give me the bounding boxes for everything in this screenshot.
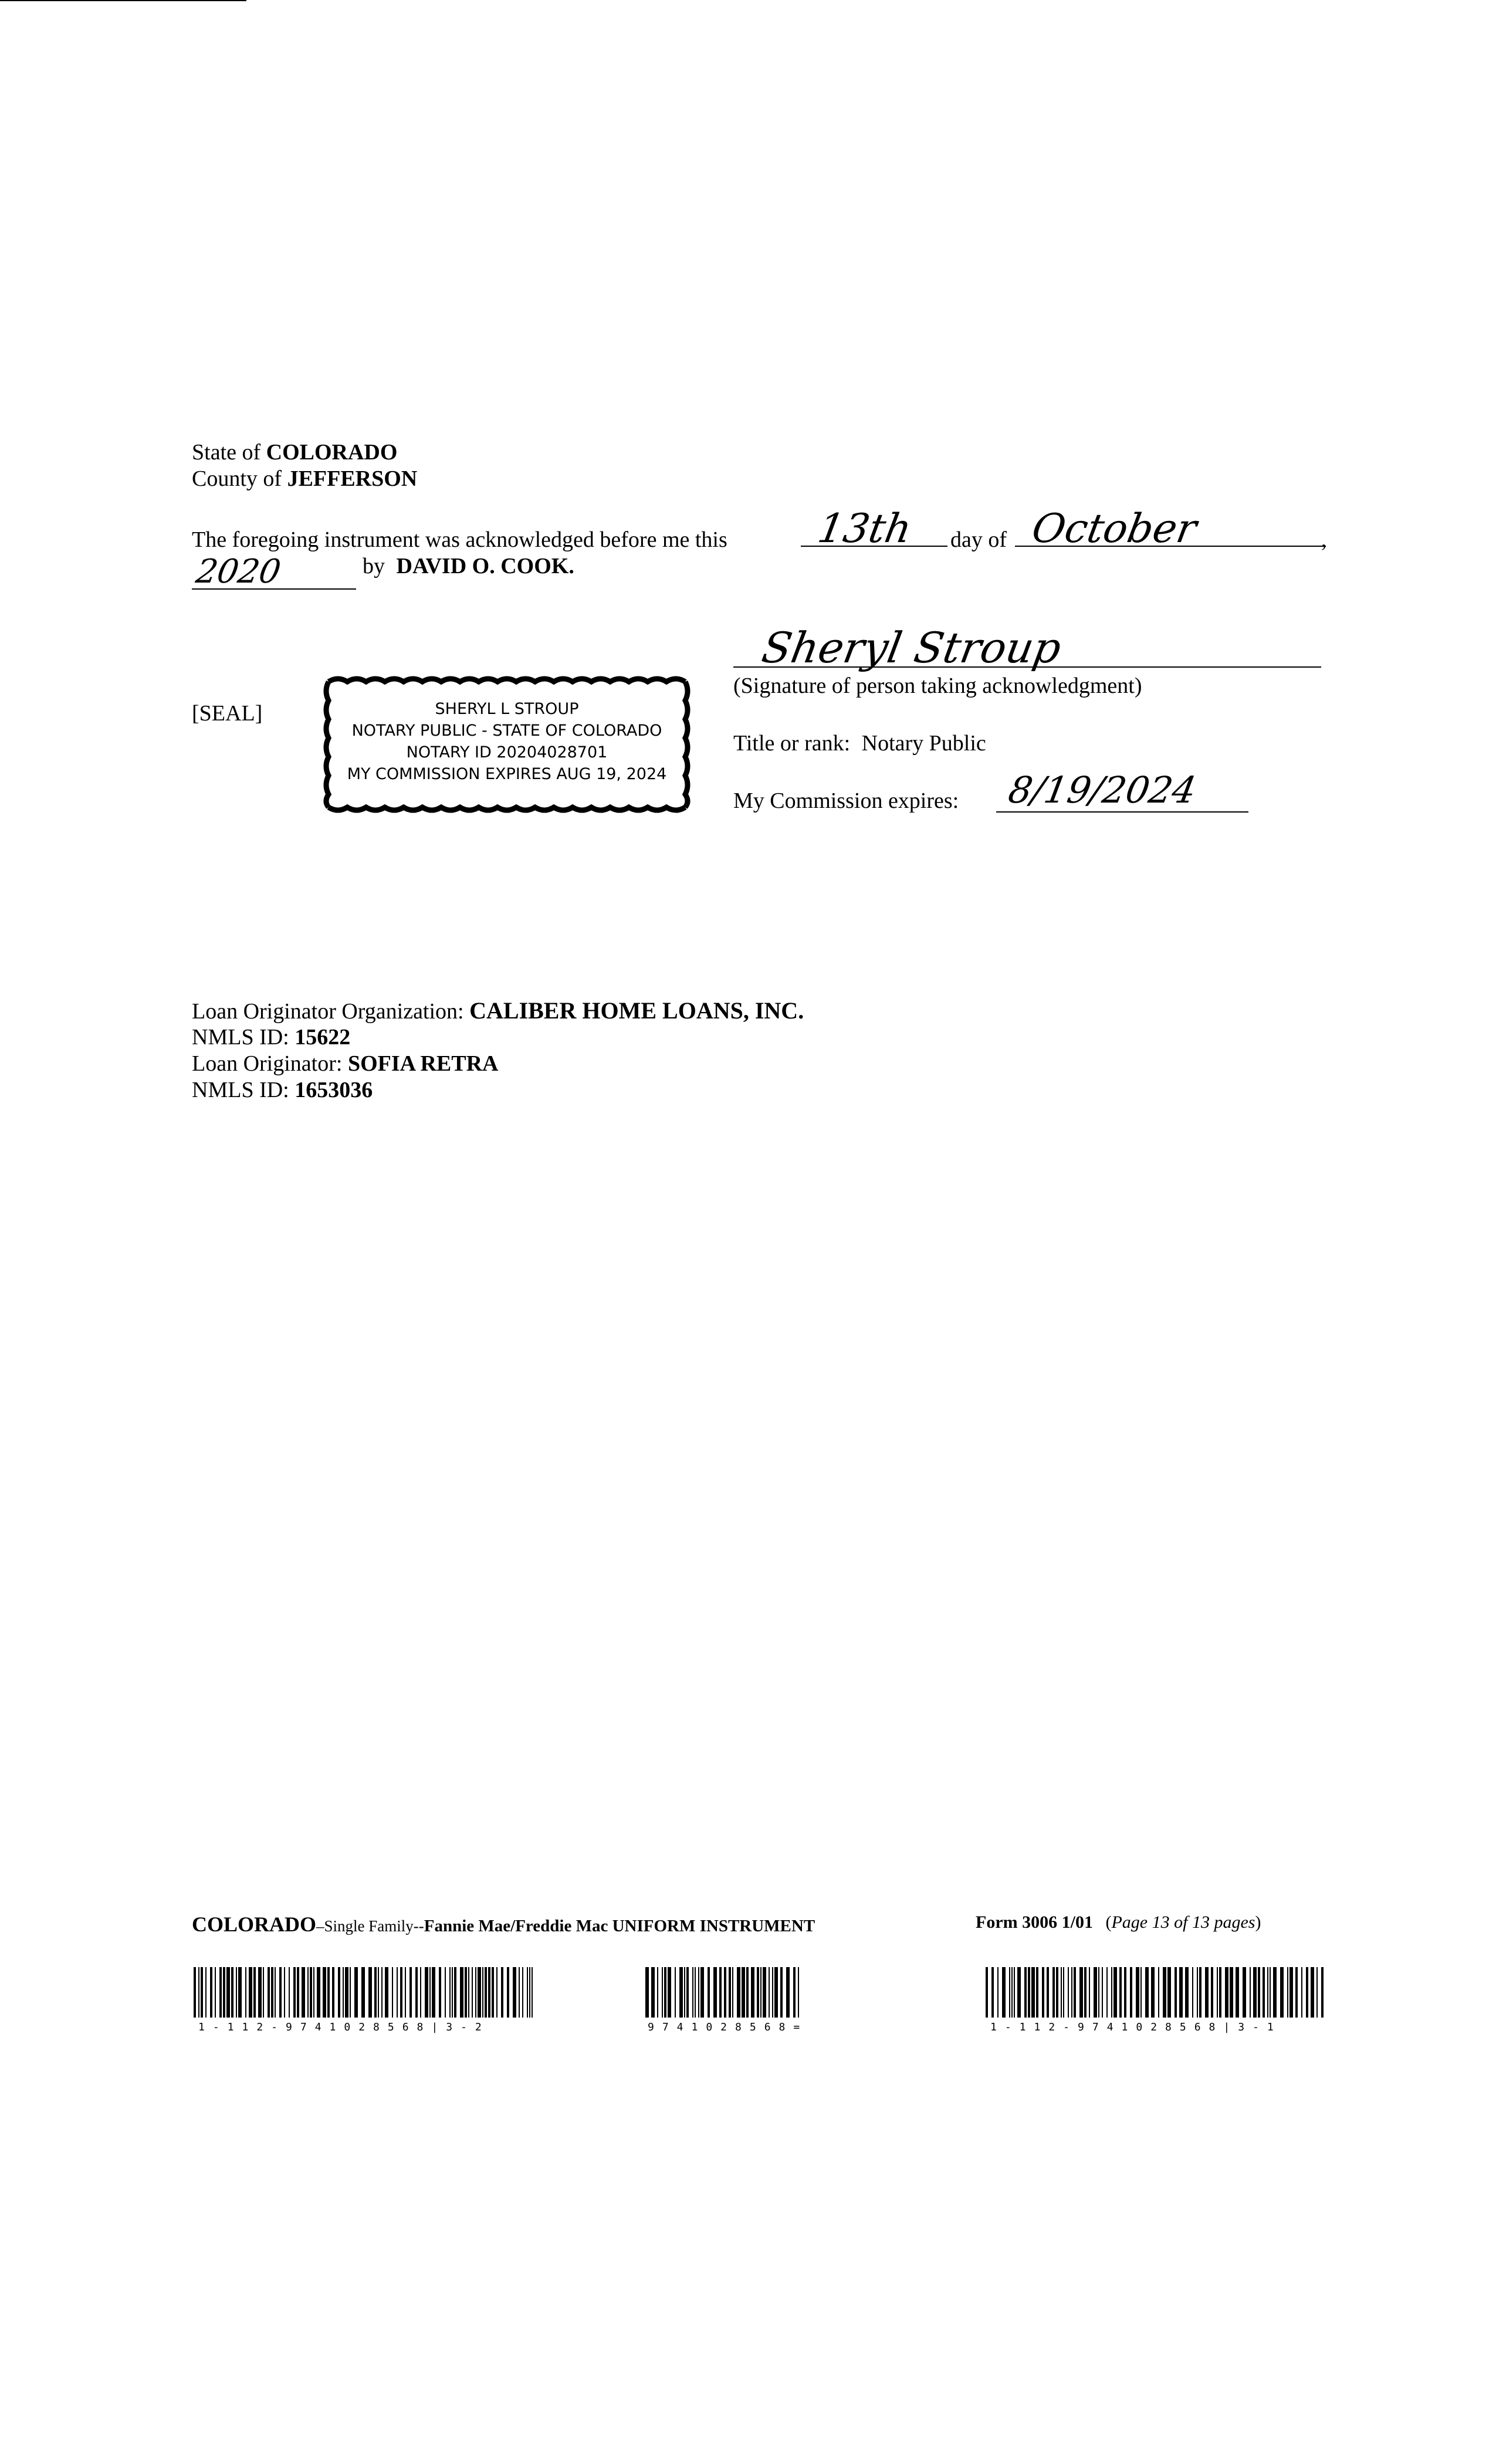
- footer-desc2: Fannie Mae/Freddie Mac UNIFORM INSTRUMENT: [424, 1917, 815, 1935]
- footer-instrument: [192, 1914, 815, 1935]
- originator-lo-nmls: NMLS ID: 1653036: [192, 1078, 373, 1102]
- title-rank-value: Notary Public: [861, 731, 986, 756]
- ack-prefix: The foregoing instrument was acknowledged before me this: [192, 527, 727, 552]
- stamp-line-1: SHERYL L STROUP: [435, 700, 579, 718]
- signer-name: DAVID O. COOK.: [396, 554, 574, 578]
- state-value: COLORADO: [266, 440, 398, 465]
- commission-blank: [996, 811, 1248, 813]
- barcode-middle-text: 9741028568=: [648, 2021, 808, 2033]
- barcode-left-text: 1-112-9741028568|3-2: [198, 2021, 490, 2033]
- barcode-icon: [645, 1967, 801, 2018]
- commission-handwritten: 8/19/2024: [1005, 769, 1200, 811]
- footer-form: Form 3006 1/01 (Page 13 of 13 pages): [976, 1913, 1261, 1932]
- county-line: County of JEFFERSON: [192, 466, 418, 491]
- day-handwritten: 13th: [814, 506, 915, 552]
- originator-lo-nmls-value: 1653036: [295, 1078, 373, 1102]
- title-rank: Title or rank: Notary Public: [733, 731, 986, 756]
- footer-desc1: –Single Family--: [316, 1917, 424, 1935]
- stamp-line-3: NOTARY ID 20204028701: [406, 743, 608, 761]
- originator-org-nmls-value: 15622: [295, 1025, 351, 1050]
- year-handwritten: 2020: [193, 553, 284, 591]
- barcode-left: [194, 1967, 534, 2037]
- originator-lo-value: SOFIA RETRA: [347, 1051, 499, 1076]
- state-line: State of COLORADO: [192, 440, 398, 465]
- county-value: JEFFERSON: [287, 466, 418, 491]
- stamp-line-4: MY COMMISSION EXPIRES AUG 19, 2024: [347, 765, 667, 783]
- seal-label: [SEAL]: [192, 701, 263, 726]
- footer-state: COLORADO: [192, 1913, 317, 1936]
- barcode-right: [986, 1967, 1326, 2037]
- month-handwritten: October: [1028, 506, 1200, 552]
- signature-caption: (Signature of person taking acknowledgment): [733, 673, 1142, 698]
- originator-org-value: CALIBER HOME LOANS, INC.: [469, 997, 804, 1024]
- stamp-line-2: NOTARY PUBLIC - STATE OF COLORADO: [351, 722, 662, 740]
- by-line: by DAVID O. COOK.: [363, 554, 574, 578]
- barcode-middle: [645, 1967, 808, 2037]
- signature-handwritten: Sheryl Stroup: [758, 623, 1065, 672]
- originator-org-nmls: NMLS ID: 15622: [192, 1025, 351, 1050]
- ack-comma: ,: [1321, 527, 1327, 552]
- barcode-right-text: 1-112-9741028568|3-1: [990, 2021, 1282, 2033]
- scan-artifact-line: [0, 0, 246, 1]
- footer-page: Page 13 of 13 pages: [1111, 1913, 1255, 1932]
- footer-form-number: Form 3006 1/01: [976, 1913, 1093, 1932]
- barcode-icon: [986, 1967, 1326, 2018]
- commission-label: My Commission expires:: [733, 788, 959, 813]
- originator-org: Loan Originator Organization: CALIBER HOME LOANS, INC.: [192, 997, 804, 1024]
- originator-lo: Loan Originator: SOFIA RETRA: [192, 1051, 499, 1076]
- notary-stamp: [321, 673, 692, 815]
- day-of-label: day of: [950, 527, 1007, 552]
- barcode-icon: [194, 1967, 534, 2018]
